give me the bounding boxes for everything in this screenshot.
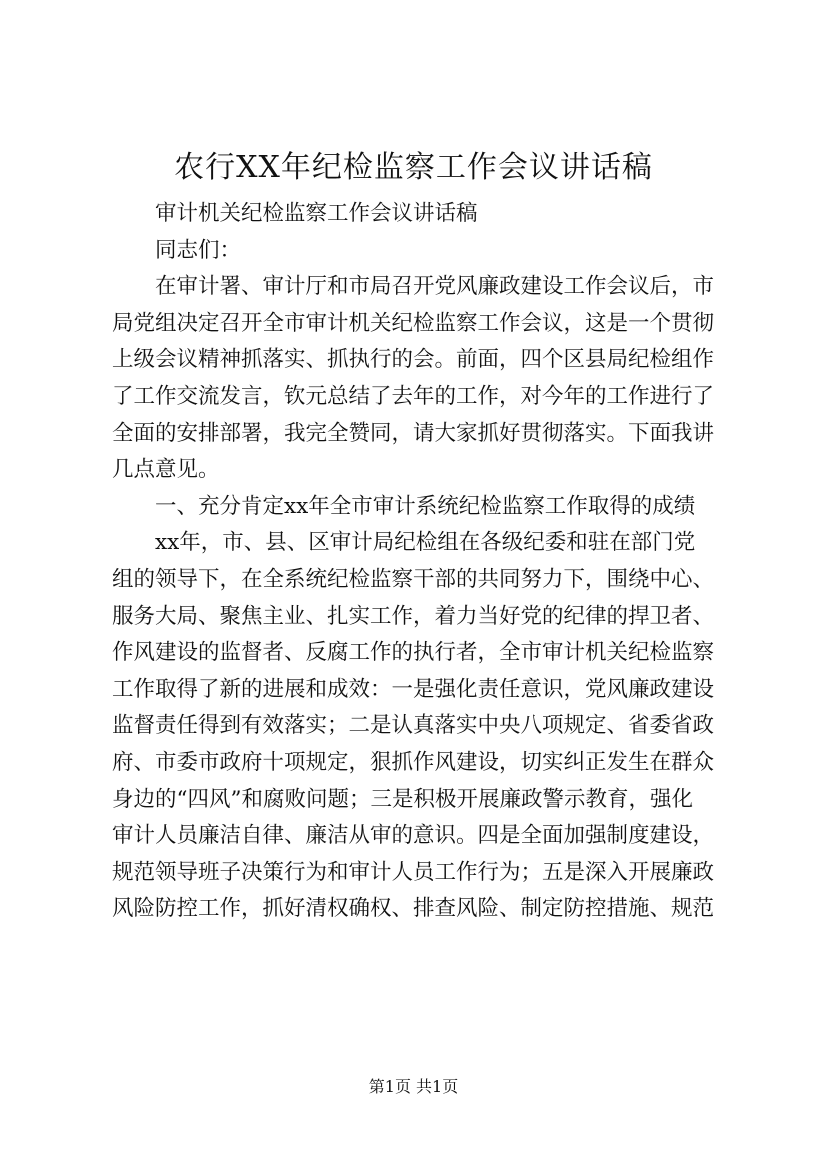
- paragraph-line: 审计人员廉洁自律、廉洁从审的意识。四是全面加强制度建设，: [112, 823, 715, 849]
- paragraph-line: 风险防控工作，抓好清权确权、排查风险、制定防控措施、规范: [112, 896, 715, 922]
- document-title: 农行XX年纪检监察工作会议讲话稿: [174, 150, 653, 185]
- paragraph-line: 监督责任得到有效落实；二是认真落实中央八项规定、省委省政: [112, 713, 715, 739]
- paragraph-line: 了工作交流发言，钦元总结了去年的工作，对今年的工作进行了: [112, 383, 715, 409]
- document-body: [112, 196, 722, 928]
- salutation-line: 同志们：: [155, 237, 242, 263]
- subtitle-paragraph: [112, 196, 722, 233]
- paragraph-line: xx年，市、县、区审计局纪检组在各级纪委和驻在部门党: [155, 530, 696, 556]
- paragraph-line: 府、市委市政府十项规定，狠抓作风建设，切实纠正发生在群众: [112, 749, 715, 775]
- paragraph-1: [112, 269, 722, 489]
- paragraph-line: 作风建设的监督者、反腐工作的执行者，全市审计机关纪检监察: [112, 640, 715, 666]
- paragraph-line: 组的领导下，在全系统纪检监察干部的共同努力下，围绕中心、: [112, 566, 715, 592]
- paragraph-line: 局党组决定召开全市审计机关纪检监察工作会议，这是一个贯彻: [112, 310, 715, 336]
- paragraph-line: 身边的“四风”和腐败问题；三是积极开展廉政警示教育，强化: [112, 786, 693, 812]
- paragraph-2: [112, 525, 722, 928]
- paragraph-line: 上级会议精神抓落实、抓执行的会。前面，四个区县局纪检组作: [112, 347, 715, 373]
- paragraph-line: 工作取得了新的进展和成效：一是强化责任意识，党风廉政建设: [112, 676, 715, 702]
- section-1-heading-paragraph: [112, 489, 722, 526]
- section-1-heading: 一、充分肯定xx年全市审计系统纪检监察工作取得的成绩: [155, 493, 696, 519]
- salutation-paragraph: [112, 233, 722, 270]
- subtitle-line: 审计机关纪检监察工作会议讲话稿: [155, 201, 478, 226]
- paragraph-line: 几点意见。: [112, 457, 220, 483]
- paragraph-line: 在审计署、审计厅和市局召开党风廉政建设工作会议后，市: [155, 274, 715, 300]
- paragraph-line: 服务大局、聚焦主业、扎实工作，着力当好党的纪律的捍卫者、: [112, 603, 715, 629]
- paragraph-line: 全面的安排部署，我完全赞同，请大家抓好贯彻落实。下面我讲: [112, 420, 715, 446]
- paragraph-line: 规范领导班子决策行为和审计人员工作行为；五是深入开展廉政: [112, 859, 715, 885]
- page-footer: 第1页 共1页: [368, 1077, 459, 1096]
